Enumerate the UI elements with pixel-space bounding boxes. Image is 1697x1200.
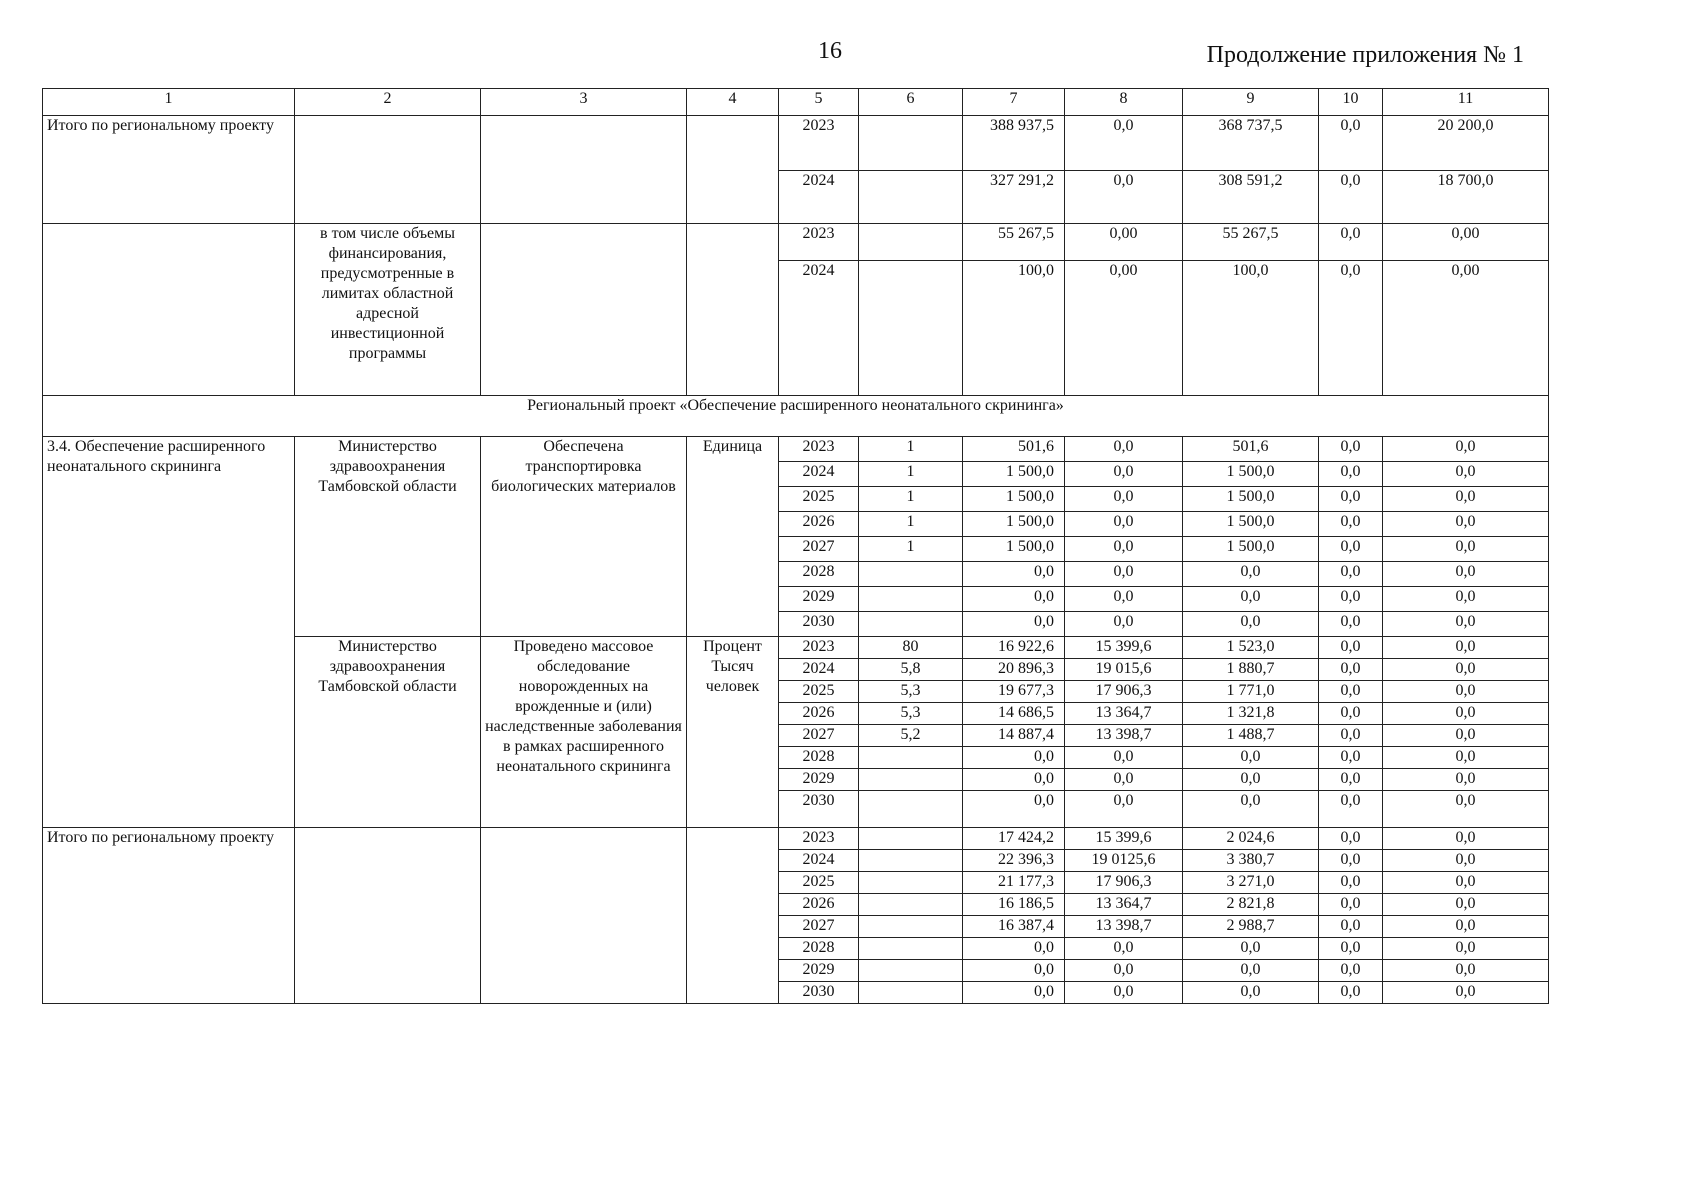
- federal-budget-cell: 0,0: [1065, 982, 1183, 1004]
- extra-budget-cell: 0,0: [1383, 612, 1549, 637]
- extra-budget-cell: 20 200,0: [1383, 116, 1549, 171]
- local-budget-cell: 0,0: [1319, 261, 1383, 396]
- year-cell: 2028: [779, 747, 859, 769]
- federal-budget-cell: 0,0: [1065, 116, 1183, 171]
- regional-budget-cell: 1 500,0: [1183, 462, 1319, 487]
- indicator-value-cell: [859, 171, 963, 224]
- year-cell: 2029: [779, 960, 859, 982]
- local-budget-cell: 0,0: [1319, 437, 1383, 462]
- section-title: Региональный проект «Обеспечение расширенного неонатального скрининга»: [43, 396, 1549, 437]
- total-cell: 1 500,0: [963, 462, 1065, 487]
- indicator-value-cell: [859, 612, 963, 637]
- regional-budget-cell: 1 523,0: [1183, 637, 1319, 659]
- extra-budget-cell: 0,0: [1383, 637, 1549, 659]
- local-budget-cell: 0,0: [1319, 562, 1383, 587]
- column-number: 2: [295, 89, 481, 116]
- result-cell: [481, 116, 687, 224]
- federal-budget-cell: 19 015,6: [1065, 659, 1183, 681]
- regional-budget-cell: 1 500,0: [1183, 537, 1319, 562]
- year-cell: 2029: [779, 769, 859, 791]
- year-cell: 2027: [779, 725, 859, 747]
- local-budget-cell: 0,0: [1319, 725, 1383, 747]
- local-budget-cell: 0,0: [1319, 116, 1383, 171]
- local-budget-cell: 0,0: [1319, 769, 1383, 791]
- regional-budget-cell: 0,0: [1183, 938, 1319, 960]
- total-cell: 21 177,3: [963, 872, 1065, 894]
- indicator-value-cell: [859, 562, 963, 587]
- indicator-value-cell: [859, 791, 963, 828]
- indicator-value-cell: [859, 960, 963, 982]
- local-budget-cell: 0,0: [1319, 894, 1383, 916]
- extra-budget-cell: 0,0: [1383, 437, 1549, 462]
- unit-cell: [687, 116, 779, 224]
- total-cell: 0,0: [963, 587, 1065, 612]
- financing-table: [42, 88, 1549, 1004]
- extra-budget-cell: 0,0: [1383, 850, 1549, 872]
- extra-budget-cell: 18 700,0: [1383, 171, 1549, 224]
- year-cell: 2026: [779, 703, 859, 725]
- column-number: 6: [859, 89, 963, 116]
- federal-budget-cell: 19 0125,6: [1065, 850, 1183, 872]
- local-budget-cell: 0,0: [1319, 703, 1383, 725]
- total-cell: 0,0: [963, 769, 1065, 791]
- local-budget-cell: 0,0: [1319, 850, 1383, 872]
- total-cell: 20 896,3: [963, 659, 1065, 681]
- year-cell: 2024: [779, 659, 859, 681]
- indicator-value-cell: [859, 224, 963, 261]
- indicator-value-cell: [859, 769, 963, 791]
- table-row: [43, 828, 1549, 850]
- indicator-value-cell: 5,2: [859, 725, 963, 747]
- federal-budget-cell: 0,0: [1065, 537, 1183, 562]
- executor-cell: [295, 828, 481, 1004]
- unit-cell: [687, 828, 779, 1004]
- total-cell: 14 887,4: [963, 725, 1065, 747]
- indicator-value-cell: [859, 982, 963, 1004]
- item-label: 3.4. Обеспечение расширенного неонатального скрининга: [43, 437, 295, 828]
- indicator-value-cell: [859, 916, 963, 938]
- result-cell: [481, 224, 687, 396]
- total-cell: 0,0: [963, 612, 1065, 637]
- column-number: 9: [1183, 89, 1319, 116]
- total-cell: 0,0: [963, 747, 1065, 769]
- regional-budget-cell: 1 500,0: [1183, 487, 1319, 512]
- column-number: 7: [963, 89, 1065, 116]
- extra-budget-cell: 0,0: [1383, 828, 1549, 850]
- total-cell: 0,0: [963, 562, 1065, 587]
- indicator-value-cell: 1: [859, 437, 963, 462]
- total-cell: 0,0: [963, 791, 1065, 828]
- result-cell: Обеспечена транспортировка биологических материалов: [481, 437, 687, 637]
- federal-budget-cell: 13 398,7: [1065, 916, 1183, 938]
- indicator-value-cell: 1: [859, 537, 963, 562]
- total-cell: 327 291,2: [963, 171, 1065, 224]
- indicator-value-cell: 1: [859, 487, 963, 512]
- extra-budget-cell: 0,0: [1383, 894, 1549, 916]
- federal-budget-cell: 0,0: [1065, 437, 1183, 462]
- local-budget-cell: 0,0: [1319, 462, 1383, 487]
- column-number: 8: [1065, 89, 1183, 116]
- regional-budget-cell: 3 271,0: [1183, 872, 1319, 894]
- federal-budget-cell: 17 906,3: [1065, 872, 1183, 894]
- extra-budget-cell: 0,0: [1383, 960, 1549, 982]
- federal-budget-cell: 13 398,7: [1065, 725, 1183, 747]
- year-cell: 2023: [779, 116, 859, 171]
- column-number: 11: [1383, 89, 1549, 116]
- federal-budget-cell: 0,0: [1065, 487, 1183, 512]
- indicator-value-cell: [859, 747, 963, 769]
- section-title-row: [43, 396, 1549, 437]
- indicator-value-cell: 5,3: [859, 681, 963, 703]
- indicator-value-cell: 5,8: [859, 659, 963, 681]
- empty-cell: [43, 224, 295, 396]
- extra-budget-cell: 0,0: [1383, 512, 1549, 537]
- local-budget-cell: 0,0: [1319, 828, 1383, 850]
- total-cell: 0,0: [963, 982, 1065, 1004]
- total-cell: 17 424,2: [963, 828, 1065, 850]
- unit-cell: [687, 224, 779, 396]
- local-budget-cell: 0,0: [1319, 637, 1383, 659]
- federal-budget-cell: 17 906,3: [1065, 681, 1183, 703]
- total-label: Итого по региональному проекту: [43, 828, 295, 1004]
- regional-budget-cell: 1 880,7: [1183, 659, 1319, 681]
- column-number: 5: [779, 89, 859, 116]
- federal-budget-cell: 0,0: [1065, 960, 1183, 982]
- year-cell: 2030: [779, 982, 859, 1004]
- year-cell: 2023: [779, 437, 859, 462]
- total-cell: 501,6: [963, 437, 1065, 462]
- local-budget-cell: 0,0: [1319, 224, 1383, 261]
- total-cell: 16 922,6: [963, 637, 1065, 659]
- regional-budget-cell: 3 380,7: [1183, 850, 1319, 872]
- total-cell: 0,0: [963, 960, 1065, 982]
- total-cell: 1 500,0: [963, 487, 1065, 512]
- total-cell: 14 686,5: [963, 703, 1065, 725]
- federal-budget-cell: 0,0: [1065, 587, 1183, 612]
- executor-cell: [295, 116, 481, 224]
- incl-label: в том числе объемы финансирования, предусмотренные в лимитах областной адресной инвестиционной программы: [295, 224, 481, 396]
- indicator-value-cell: 5,3: [859, 703, 963, 725]
- column-number: 4: [687, 89, 779, 116]
- federal-budget-cell: 0,0: [1065, 612, 1183, 637]
- federal-budget-cell: 0,0: [1065, 512, 1183, 537]
- column-number: 1: [43, 89, 295, 116]
- regional-budget-cell: 0,0: [1183, 982, 1319, 1004]
- regional-budget-cell: 2 024,6: [1183, 828, 1319, 850]
- federal-budget-cell: 0,00: [1065, 224, 1183, 261]
- total-cell: 19 677,3: [963, 681, 1065, 703]
- year-cell: 2024: [779, 171, 859, 224]
- regional-budget-cell: 2 821,8: [1183, 894, 1319, 916]
- year-cell: 2024: [779, 850, 859, 872]
- year-cell: 2026: [779, 512, 859, 537]
- total-cell: 1 500,0: [963, 512, 1065, 537]
- federal-budget-cell: 15 399,6: [1065, 637, 1183, 659]
- regional-budget-cell: 1 500,0: [1183, 512, 1319, 537]
- year-cell: 2025: [779, 681, 859, 703]
- total-cell: 388 937,5: [963, 116, 1065, 171]
- indicator-value-cell: 1: [859, 462, 963, 487]
- extra-budget-cell: 0,0: [1383, 659, 1549, 681]
- local-budget-cell: 0,0: [1319, 938, 1383, 960]
- extra-budget-cell: 0,0: [1383, 725, 1549, 747]
- local-budget-cell: 0,0: [1319, 612, 1383, 637]
- regional-budget-cell: 0,0: [1183, 747, 1319, 769]
- executor-cell: Министерство здравоохранения Тамбовской области: [295, 637, 481, 828]
- total-cell: 100,0: [963, 261, 1065, 396]
- table-row: [43, 116, 1549, 171]
- local-budget-cell: 0,0: [1319, 659, 1383, 681]
- extra-budget-cell: 0,0: [1383, 703, 1549, 725]
- extra-budget-cell: 0,0: [1383, 938, 1549, 960]
- year-cell: 2030: [779, 612, 859, 637]
- extra-budget-cell: 0,0: [1383, 872, 1549, 894]
- year-cell: 2028: [779, 938, 859, 960]
- indicator-value-cell: [859, 828, 963, 850]
- extra-budget-cell: 0,0: [1383, 769, 1549, 791]
- regional-budget-cell: 55 267,5: [1183, 224, 1319, 261]
- regional-budget-cell: 2 988,7: [1183, 916, 1319, 938]
- federal-budget-cell: 15 399,6: [1065, 828, 1183, 850]
- indicator-value-cell: [859, 116, 963, 171]
- extra-budget-cell: 0,0: [1383, 791, 1549, 828]
- indicator-value-cell: [859, 261, 963, 396]
- regional-budget-cell: 308 591,2: [1183, 171, 1319, 224]
- federal-budget-cell: 0,0: [1065, 171, 1183, 224]
- year-cell: 2025: [779, 872, 859, 894]
- year-cell: 2024: [779, 462, 859, 487]
- extra-budget-cell: 0,00: [1383, 261, 1549, 396]
- total-label: Итого по региональному проекту: [43, 116, 295, 224]
- local-budget-cell: 0,0: [1319, 171, 1383, 224]
- federal-budget-cell: 13 364,7: [1065, 894, 1183, 916]
- indicator-value-cell: [859, 872, 963, 894]
- unit-cell: Процент Тысяч человек: [687, 637, 779, 828]
- local-budget-cell: 0,0: [1319, 747, 1383, 769]
- indicator-value-cell: 1: [859, 512, 963, 537]
- page-heading: Продолжение приложения № 1: [1206, 42, 1524, 68]
- year-cell: 2027: [779, 537, 859, 562]
- local-budget-cell: 0,0: [1319, 791, 1383, 828]
- indicator-value-cell: [859, 850, 963, 872]
- federal-budget-cell: 0,0: [1065, 747, 1183, 769]
- regional-budget-cell: 1 488,7: [1183, 725, 1319, 747]
- table-row: [43, 224, 1549, 261]
- local-budget-cell: 0,0: [1319, 487, 1383, 512]
- year-cell: 2024: [779, 261, 859, 396]
- year-cell: 2027: [779, 916, 859, 938]
- federal-budget-cell: 0,0: [1065, 562, 1183, 587]
- indicator-value-cell: [859, 587, 963, 612]
- local-budget-cell: 0,0: [1319, 982, 1383, 1004]
- regional-budget-cell: 0,0: [1183, 587, 1319, 612]
- extra-budget-cell: 0,0: [1383, 487, 1549, 512]
- extra-budget-cell: 0,0: [1383, 916, 1549, 938]
- executor-cell: Министерство здравоохранения Тамбовской области: [295, 437, 481, 637]
- extra-budget-cell: 0,0: [1383, 587, 1549, 612]
- indicator-value-cell: [859, 894, 963, 916]
- regional-budget-cell: 0,0: [1183, 562, 1319, 587]
- year-cell: 2026: [779, 894, 859, 916]
- column-number: 3: [481, 89, 687, 116]
- year-cell: 2025: [779, 487, 859, 512]
- total-cell: 22 396,3: [963, 850, 1065, 872]
- total-cell: 16 387,4: [963, 916, 1065, 938]
- total-cell: 1 500,0: [963, 537, 1065, 562]
- total-cell: 16 186,5: [963, 894, 1065, 916]
- federal-budget-cell: 13 364,7: [1065, 703, 1183, 725]
- extra-budget-cell: 0,0: [1383, 747, 1549, 769]
- federal-budget-cell: 0,0: [1065, 769, 1183, 791]
- table-row: [43, 437, 1549, 462]
- federal-budget-cell: 0,0: [1065, 938, 1183, 960]
- extra-budget-cell: 0,0: [1383, 562, 1549, 587]
- regional-budget-cell: 0,0: [1183, 960, 1319, 982]
- federal-budget-cell: 0,0: [1065, 791, 1183, 828]
- total-cell: 0,0: [963, 938, 1065, 960]
- year-cell: 2023: [779, 637, 859, 659]
- extra-budget-cell: 0,0: [1383, 462, 1549, 487]
- local-budget-cell: 0,0: [1319, 916, 1383, 938]
- year-cell: 2029: [779, 587, 859, 612]
- federal-budget-cell: 0,0: [1065, 462, 1183, 487]
- column-number: 10: [1319, 89, 1383, 116]
- extra-budget-cell: 0,0: [1383, 537, 1549, 562]
- local-budget-cell: 0,0: [1319, 872, 1383, 894]
- indicator-value-cell: [859, 938, 963, 960]
- year-cell: 2023: [779, 224, 859, 261]
- year-cell: 2023: [779, 828, 859, 850]
- regional-budget-cell: 0,0: [1183, 612, 1319, 637]
- result-cell: [481, 828, 687, 1004]
- regional-budget-cell: 501,6: [1183, 437, 1319, 462]
- regional-budget-cell: 1 771,0: [1183, 681, 1319, 703]
- regional-budget-cell: 0,0: [1183, 769, 1319, 791]
- unit-cell: Единица: [687, 437, 779, 637]
- year-cell: 2030: [779, 791, 859, 828]
- extra-budget-cell: 0,00: [1383, 224, 1549, 261]
- total-cell: 55 267,5: [963, 224, 1065, 261]
- local-budget-cell: 0,0: [1319, 512, 1383, 537]
- year-cell: 2028: [779, 562, 859, 587]
- local-budget-cell: 0,0: [1319, 681, 1383, 703]
- regional-budget-cell: 368 737,5: [1183, 116, 1319, 171]
- indicator-value-cell: 80: [859, 637, 963, 659]
- regional-budget-cell: 0,0: [1183, 791, 1319, 828]
- page-number: 16: [818, 38, 842, 64]
- extra-budget-cell: 0,0: [1383, 681, 1549, 703]
- local-budget-cell: 0,0: [1319, 587, 1383, 612]
- federal-budget-cell: 0,00: [1065, 261, 1183, 396]
- extra-budget-cell: 0,0: [1383, 982, 1549, 1004]
- local-budget-cell: 0,0: [1319, 960, 1383, 982]
- result-cell: Проведено массовое обследование новорожденных на врожденные и (или) наследственные заболевания в рамках расширенного неонатального скрининга: [481, 637, 687, 828]
- regional-budget-cell: 1 321,8: [1183, 703, 1319, 725]
- local-budget-cell: 0,0: [1319, 537, 1383, 562]
- regional-budget-cell: 100,0: [1183, 261, 1319, 396]
- column-number-row: [43, 89, 1549, 116]
